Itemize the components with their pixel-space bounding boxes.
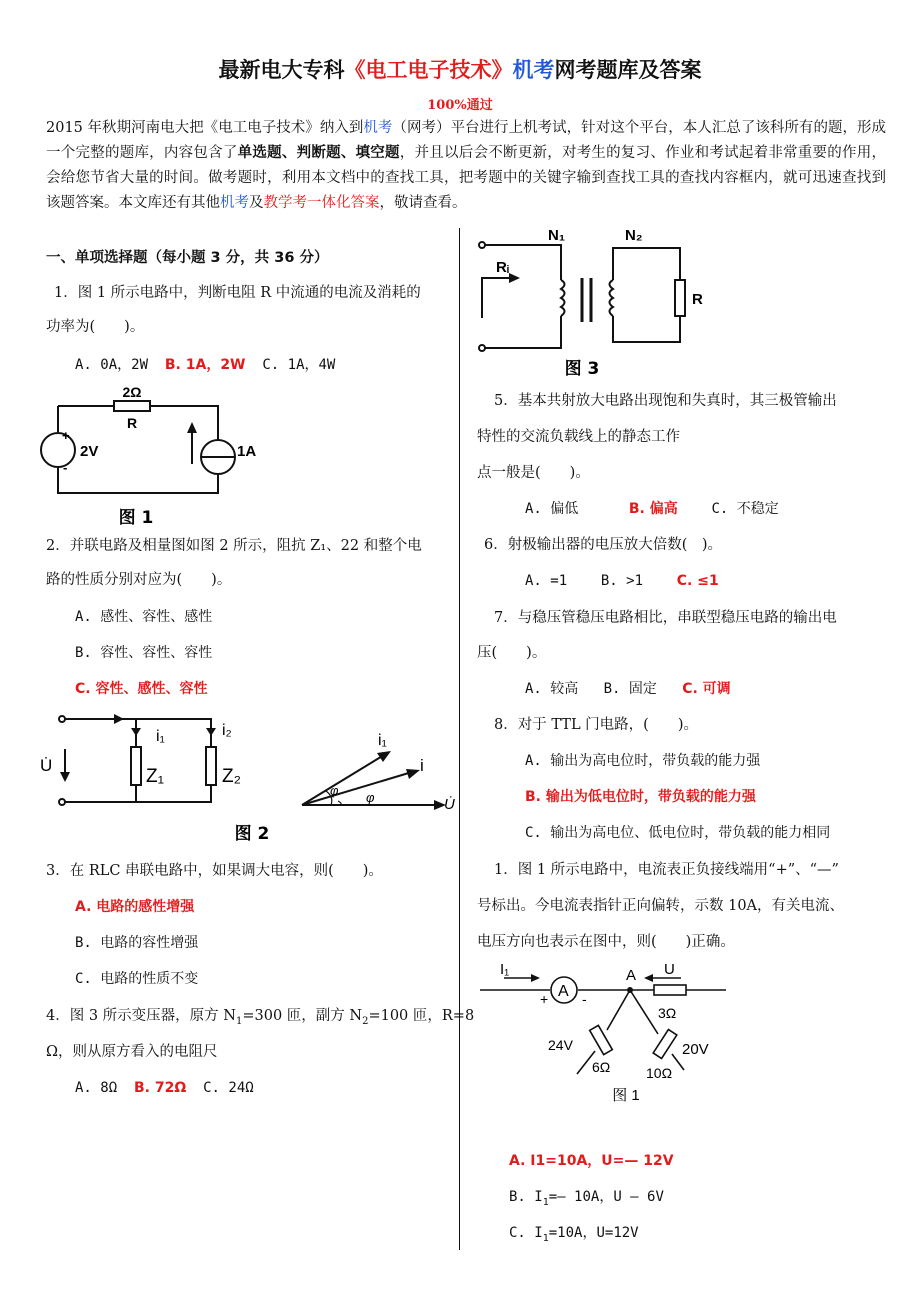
q5-options: A. 偏低 B. 偏高 C. 不稳定 <box>525 501 779 517</box>
q3-optC: C. 电路的性质不变 <box>75 971 199 987</box>
q5-line1: 5．基本共射放大电路出现饱和失真时，其三极管输出 <box>494 393 837 409</box>
fig1b-i1: I₁ <box>500 961 510 978</box>
fig1-current: 1A <box>237 443 257 460</box>
fig3-n2: N₂ <box>625 227 643 244</box>
fig1b-r10: 10Ω <box>646 1065 673 1081</box>
fig1-minus: - <box>63 460 68 475</box>
intro-paragraph: 2015 年秋期河南电大把《电工电子技术》纳入到机考（网考）平台进行上机考试，针对这个平台，本人汇总了该科所有的题，形成一个完整的题库，内容包含了单选题、判断题、填空题，并且以后会不断更新，对考生的复习、作业和考试起着非常重要的作用，会给您节省大量的时间。做考题时，利用本文档中的查找工具，把考题中的关键字输到查找工具的查找内容框内，就可迅速查找到该题答案。本文库还有其他机考及教学考一体化答案，敬请查看。 <box>46 120 887 211</box>
fig2-z2: Z₂ <box>222 766 241 787</box>
fig3-r: R <box>692 291 703 308</box>
fig1-voltage: 2V <box>80 443 99 460</box>
fig1b-node-a: A <box>626 967 637 984</box>
q8-optA: A. 输出为高电位时，带负载的能力强 <box>525 753 761 769</box>
q1-options: A. 0A，2W B. 1A，2W C. 1A，4W <box>75 357 336 373</box>
link-jiaoxuekao[interactable]: 教学考一体化答案 <box>263 195 380 211</box>
q4-options: A. 8Ω B. 72Ω C. 24Ω <box>75 1080 254 1096</box>
q8-line1: 8．对于 TTL 门电路，( )。 <box>494 717 698 733</box>
fig2-caption: 图 2 <box>234 824 270 844</box>
fig2-phi1: φ <box>330 783 339 798</box>
q3-optA: A. 电路的感性增强 <box>75 899 195 915</box>
q2-line2: 路的性质分别对应为( )。 <box>46 572 232 588</box>
fig2-u: U̇ <box>40 756 53 775</box>
q8-optC: C. 输出为高电位、低电位时，带负载的能力相同 <box>525 825 831 841</box>
fig3-caption: 图 3 <box>564 359 600 378</box>
column-divider <box>459 228 460 1250</box>
fig1b-r3: 3Ω <box>658 1005 677 1021</box>
q5-line2: 特性的交流负载线上的静态工作 <box>477 429 680 445</box>
fig2-vector-i: i <box>420 756 424 775</box>
q2-optB: B. 容性、容性、容性 <box>75 645 213 661</box>
fig2-i1: i₁ <box>156 728 165 745</box>
q8-optB: B. 输出为低电位时，带负载的能力强 <box>525 789 756 805</box>
q2-line1: 2．并联电路及相量图如图 2 所示，阻抗 Z₁、22 和整个电 <box>46 538 422 554</box>
fig1-r-label: R <box>126 415 138 431</box>
fig2-i2: i₂ <box>222 722 232 739</box>
link-jikao-2[interactable]: 机考 <box>220 195 249 211</box>
fig2-phi: φ <box>366 790 375 805</box>
fig1-r-value: 2Ω <box>122 384 142 400</box>
q9-line2: 号标出。今电流表指针正向偏转，示数 10A，有关电流、 <box>477 898 845 914</box>
fig1b-u: U <box>664 961 675 978</box>
fig2-z1: Z₁ <box>146 766 165 787</box>
link-jikao[interactable]: 机考 <box>363 120 393 136</box>
fig1b-r6: 6Ω <box>592 1059 611 1075</box>
figure-1b-circuit <box>476 958 736 1108</box>
q7-line2: 压( )。 <box>477 645 547 661</box>
fig3-n1: N₁ <box>548 227 566 244</box>
fig1b-plus: + <box>540 991 549 1007</box>
fig2-vector-i1: i₁ <box>378 732 387 749</box>
q9-optC: C. $I_1=10A$，U=12V <box>509 1225 639 1244</box>
fig1b-caption: 图 1 <box>612 1087 640 1104</box>
figure-2-circuit <box>36 705 456 850</box>
q9-line1: 1．图 1 所示电路中，电流表正负接线端用“+”、“—” <box>494 862 839 878</box>
q7-options: A. 较高 B. 固定 C. 可调 <box>525 681 731 697</box>
fig1b-minus: - <box>582 991 587 1007</box>
q7-line1: 7．与稳压管稳压电路相比，串联型稳压电路的输出电 <box>494 610 837 626</box>
section-heading: 一、单项选择题（每小题 3 分，共 36 分） <box>46 250 329 266</box>
fig1b-meter: A <box>558 983 569 1000</box>
q4-line2: Ω，则从原方看入的电阻尺 <box>46 1044 218 1060</box>
q1-line1: 1．图 1 所示电路中，判断电阻 R 中流通的电流及消耗的 <box>54 285 421 301</box>
q9-line3: 电压方向也表示在图中，则( )正确。 <box>477 934 735 950</box>
page-title: 最新电大专科《电工电子技术》机考网考题库及答案 <box>218 58 702 82</box>
fig1b-v20: 20V <box>682 1041 709 1058</box>
fig1-caption: 图 1 <box>118 508 154 528</box>
fig3-ri: Rᵢ <box>496 259 509 276</box>
q3-optB: B. 电路的容性增强 <box>75 935 199 951</box>
fig1b-v24: 24V <box>548 1037 573 1053</box>
fig2-vector-u: U̇ <box>444 796 455 813</box>
q9-optB: B. $I_1=—$ 10A，U — 6V <box>509 1189 664 1208</box>
q5-line3: 点一般是( )。 <box>477 465 590 481</box>
q6-line1: 6．射极输出器的电压放大倍数( )。 <box>484 537 723 553</box>
figure-3-transformer <box>468 218 728 378</box>
fig1-plus: + <box>62 428 70 443</box>
subtitle: 100%通过 <box>427 98 493 113</box>
q4-line1: 4．图 3 所示变压器，原方 $N_1=300$ 匝，副方 $N_2=100$ 匝，R=8 <box>46 1008 475 1027</box>
q3-line1: 3．在 RLC 串联电路中，如果调大电容，则( )。 <box>46 863 383 879</box>
q2-optC: C. 容性、感性、容性 <box>75 681 208 697</box>
q2-optA: A. 感性、容性、感性 <box>75 609 213 625</box>
q6-options: A. =1 B. >1 C. ≤1 <box>525 573 719 589</box>
figure-1-circuit <box>36 380 266 530</box>
q1-line2: 功率为( )。 <box>46 319 145 335</box>
q9-optA: A. I1=10A，U=— 12V <box>509 1153 674 1169</box>
